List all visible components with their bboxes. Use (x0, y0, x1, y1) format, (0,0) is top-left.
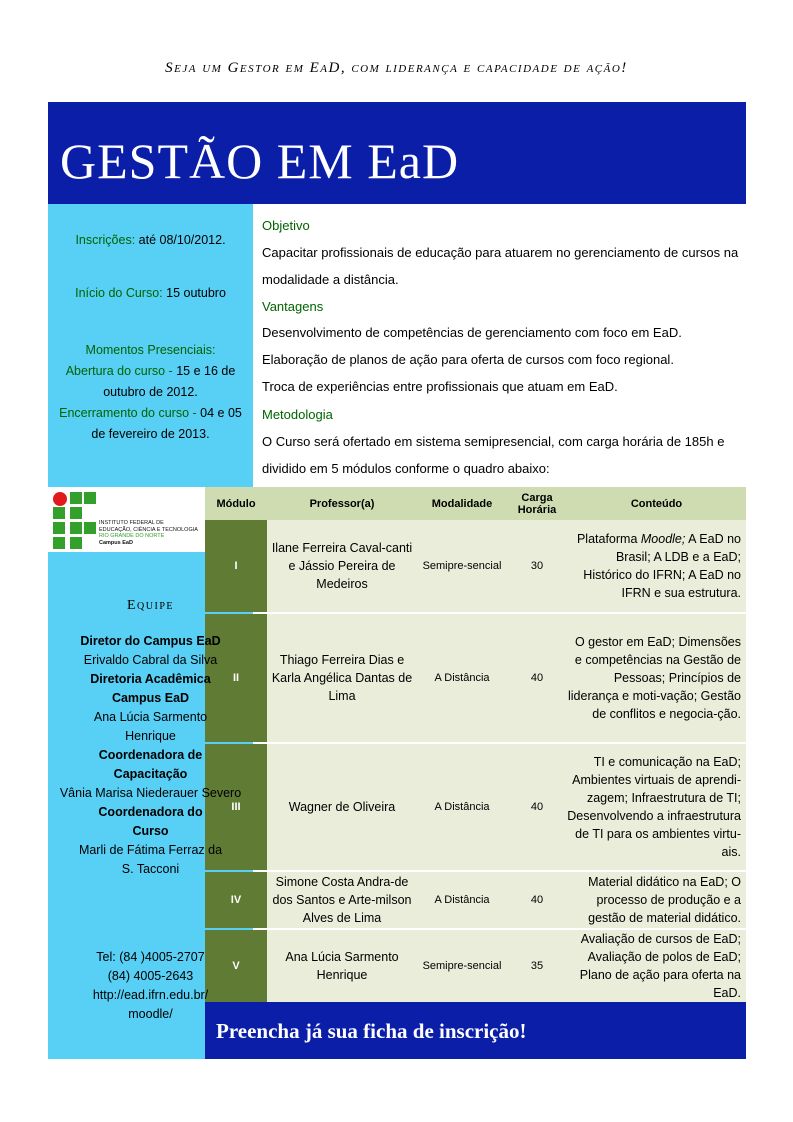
table-row (205, 520, 746, 612)
team-role: Diretor do Campus EaD (80, 634, 221, 648)
team-section (48, 598, 253, 879)
logo-line: INSTITUTO FEDERAL DE (99, 520, 164, 526)
conteudo-em: Moodle; (640, 532, 686, 546)
inscricoes-value: até 08/10/2012. (138, 233, 226, 247)
team-member: Ana Lúcia Sarmento Henrique (93, 710, 208, 743)
row-conteudo (567, 520, 741, 612)
team-member: Marli de Fátima Ferraz da S. Tacconi (78, 843, 223, 876)
objetivo-text: Capacitar profissionais de educação para atuarem no gerenciamento de cursos na modalidade a distância. (262, 245, 739, 287)
row-conteudo: TI e comunicação na EaD; Ambientes virtuais de aprendi-zagem; Infraestrutura de TI; Desenvolvendo a infraestrutura de TI para os ambientes virtu-ais. (567, 755, 741, 859)
row-modalidade: Semipre-sencial (422, 560, 502, 572)
row-modalidade: A Distância (434, 801, 490, 813)
team-role: Coordenadora de Capacitação (98, 748, 203, 781)
logo-square-icon (70, 522, 82, 534)
abertura-value: 15 e 16 de outubro de 2012. (103, 364, 236, 399)
row-modalidade: Semipre-sencial (422, 960, 502, 972)
logo-square-icon (70, 492, 82, 504)
inicio-label: Início do Curso: (75, 286, 163, 300)
metodologia-text: O Curso será ofertado em sistema semipresencial, com carga horária de 185h e dividido em 5 módulos conforme o quadro abaixo: (262, 434, 725, 476)
header-professor: Professor(a) (309, 497, 375, 510)
team-role: Coordenadora do Curso (98, 805, 203, 838)
logo-square-icon (84, 492, 96, 504)
logo-square-icon (70, 537, 82, 549)
logo-square-icon (53, 507, 65, 519)
website-link[interactable]: http://ead.ifrn.edu.br/ moodle/ (92, 988, 209, 1021)
momentos-info (48, 340, 253, 445)
row-carga: 40 (530, 894, 544, 906)
logo-text (99, 520, 205, 546)
logo-line: Campus EaD (99, 539, 133, 546)
row-body (267, 872, 746, 928)
table-row (205, 744, 746, 870)
logo-line: EDUCAÇÃO, CIÊNCIA E TECNOLOGIA (99, 526, 198, 533)
row-body (267, 930, 746, 1002)
row-conteudo: Material didático na EaD; O processo de produção e a gestão de material didático. (588, 875, 741, 925)
phone-2: (84) 4005-2643 (107, 969, 194, 983)
course-description (253, 204, 746, 487)
row-modulo: II (205, 614, 267, 742)
row-modulo: III (205, 744, 267, 870)
cta-text[interactable]: Preencha já sua ficha de inscrição! (216, 1019, 527, 1043)
vantagens-item: Desenvolvimento de competências de gerenciamento com foco em EaD. (262, 325, 682, 340)
header-modalidade: Modalidade (431, 497, 493, 510)
title-banner (48, 102, 746, 204)
table-row (205, 872, 746, 928)
row-professor: Ana Lúcia Sarmento Henrique (285, 950, 399, 982)
page-title: GESTÃO EM EaD (60, 133, 460, 189)
table-row (205, 614, 746, 742)
team-member: Vânia Marisa Niederauer Severo (59, 786, 242, 800)
row-carga: 35 (530, 960, 544, 972)
abertura-label: Abertura do curso - (65, 364, 173, 378)
row-carga: 40 (530, 801, 544, 813)
conteudo-rest: A EaD no Brasil; A LDB e a EaD; Histórico do IFRN; A EaD no IFRN e sua estrutura. (583, 532, 741, 600)
row-modalidade: A Distância (434, 894, 490, 906)
conteudo-pre: Plataforma (576, 532, 641, 546)
logo-dot-icon (53, 492, 67, 506)
row-conteudo: O gestor em EaD; Dimensões e competências na Gestão de Pessoas; Princípios de liderança e moti-vação; Gestão de conflitos e negocia-ção. (567, 635, 741, 721)
row-carga: 30 (530, 560, 544, 572)
header-carga: Carga Horária (517, 491, 557, 516)
row-body (267, 744, 746, 870)
row-professor: Ilane Ferreira Caval-canti e Jássio Pereira de Medeiros (271, 541, 413, 591)
phone-1: Tel: (84 )4005-2707 (96, 950, 205, 964)
row-modulo: V (205, 930, 267, 1002)
logo-square-icon (84, 522, 96, 534)
row-professor: Thiago Ferreira Dias e Karla Angélica Dantas de Lima (271, 653, 413, 703)
row-carga: 40 (530, 672, 544, 684)
row-modulo: IV (205, 872, 267, 928)
encerramento-value: 04 e 05 de fevereiro de 2013. (91, 406, 242, 441)
modules-table-header (205, 487, 746, 520)
row-body (267, 614, 746, 742)
vantagens-item: Elaboração de planos de ação para oferta de cursos com foco regional. (262, 352, 674, 367)
row-professor: Wagner de Oliveira (288, 800, 396, 814)
logo-square-icon (70, 507, 82, 519)
header-modulo: Módulo (216, 497, 256, 510)
vantagens-item: Troca de experiências entre profissionais que atuam em EaD. (262, 379, 618, 394)
inicio-info (48, 283, 253, 304)
vantagens-heading: Vantagens (262, 299, 324, 314)
tagline: Seja um Gestor em EaD, com liderança e capacidade de ação! (165, 60, 628, 76)
logo-square-icon (53, 522, 65, 534)
logo-line: RIO GRANDE DO NORTE (99, 533, 165, 539)
objetivo-heading: Objetivo (262, 218, 310, 233)
table-row (205, 930, 746, 1002)
row-conteudo: Avaliação de cursos de EaD; Avaliação de polos de EaD; Plano de ação para oferta na EaD. (579, 932, 741, 1000)
metodologia-heading: Metodologia (262, 407, 333, 422)
row-modalidade: A Distância (434, 672, 490, 684)
inicio-value: 15 outubro (166, 286, 226, 300)
row-body (267, 520, 746, 612)
team-member: Erivaldo Cabral da Silva (83, 653, 218, 667)
inscricoes-info (48, 230, 253, 251)
team-title: Equipe (127, 598, 174, 613)
header-conteudo: Conteúdo (630, 497, 683, 510)
row-modulo: I (205, 520, 267, 612)
row-professor: Simone Costa Andra-de dos Santos e Arte-milson Alves de Lima (272, 875, 412, 925)
ifrn-logo (48, 487, 205, 552)
encerramento-label: Encerramento do curso - (59, 406, 197, 420)
cta-banner[interactable] (205, 1002, 746, 1059)
momentos-label: Momentos Presenciais: (85, 343, 216, 357)
team-role: Diretoria Acadêmica Campus EaD (90, 672, 211, 705)
logo-square-icon (53, 537, 65, 549)
inscricoes-label: Inscrições: (75, 233, 136, 247)
